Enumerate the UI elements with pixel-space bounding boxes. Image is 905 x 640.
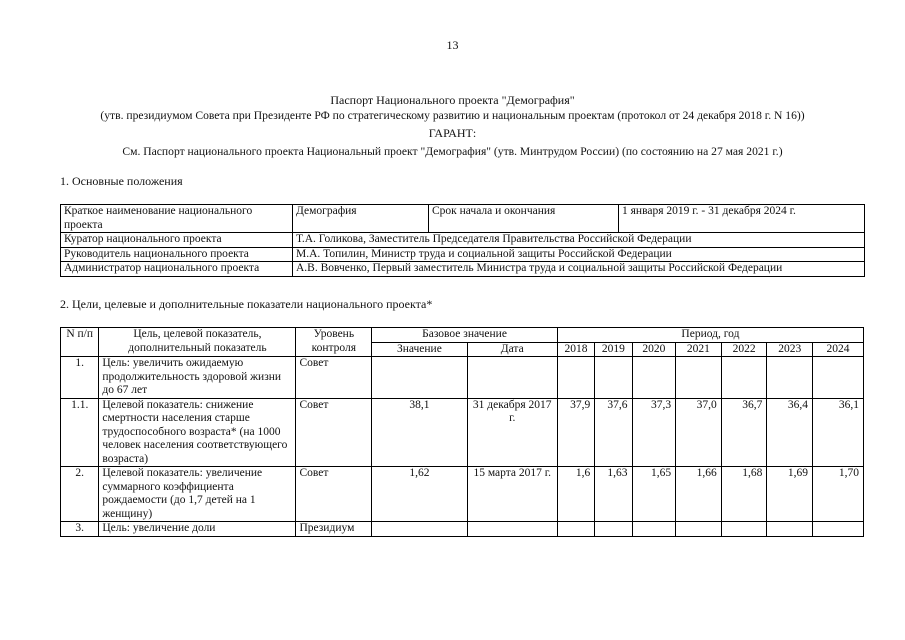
row-year-value xyxy=(813,522,864,537)
col-year-header: 2018 xyxy=(557,342,594,357)
row-base-date xyxy=(467,357,557,399)
row-year-value xyxy=(676,357,722,399)
col-year-header: 2024 xyxy=(813,342,864,357)
table-row xyxy=(61,522,864,537)
row-base-value: 38,1 xyxy=(372,398,467,467)
col-year-header: 2023 xyxy=(767,342,813,357)
curator-value: Т.А. Голикова, Заместитель Председателя Правительства Российской Федерации xyxy=(293,233,865,248)
row-year-value xyxy=(557,357,594,399)
col-period-header: Период, год xyxy=(557,328,863,343)
col-num-header: N п/п xyxy=(61,328,99,357)
col-year-header: 2019 xyxy=(595,342,632,357)
head-value: М.А. Топилин, Министр труда и социальной защиты Российской Федерации xyxy=(293,247,865,262)
administrator-label: Администратор национального проекта xyxy=(61,262,293,277)
row-year-value: 37,6 xyxy=(595,398,632,467)
row-base-value: 1,62 xyxy=(372,467,467,522)
row-num: 1. xyxy=(61,357,99,399)
table-row xyxy=(61,357,864,399)
row-year-value xyxy=(721,357,767,399)
table-row xyxy=(61,205,865,233)
table-row xyxy=(61,398,864,467)
row-year-value xyxy=(767,357,813,399)
col-year-header: 2021 xyxy=(676,342,722,357)
row-base-value xyxy=(372,522,467,537)
col-year-header: 2022 xyxy=(721,342,767,357)
row-year-value xyxy=(632,357,676,399)
table-row xyxy=(61,467,864,522)
row-year-value xyxy=(632,522,676,537)
row-year-value xyxy=(557,522,594,537)
row-base-value xyxy=(372,357,467,399)
row-year-value: 37,0 xyxy=(676,398,722,467)
approval-note: (утв. президиумом Совета при Президенте РФ по стратегическому развитию и национальным проектам (протокол от 24 декабря 2018 г. N 16)) xyxy=(100,109,805,122)
administrator-value: А.В. Вовченко, Первый заместитель Министра труда и социальной защиты Российской Федерации xyxy=(293,262,865,277)
row-year-value: 1,68 xyxy=(721,467,767,522)
row-level: Совет xyxy=(296,398,372,467)
row-goal: Целевой показатель: увеличение суммарного коэффициента рождаемости (до 1,7 детей на 1 женщину) xyxy=(99,467,296,522)
row-year-value: 1,6 xyxy=(557,467,594,522)
col-base-date-header: Дата xyxy=(467,342,557,357)
row-base-date xyxy=(467,522,557,537)
page-number: 13 xyxy=(446,38,459,52)
col-year-header: 2020 xyxy=(632,342,676,357)
row-num: 1.1. xyxy=(61,398,99,467)
col-level-header: Уровень контроля xyxy=(296,328,372,357)
section-2-title: 2. Цели, целевые и дополнительные показатели национального проекта* xyxy=(60,297,433,311)
row-year-value xyxy=(721,522,767,537)
short-name-label: Краткое наименование национального проекта xyxy=(61,205,293,233)
row-year-value: 1,65 xyxy=(632,467,676,522)
col-goal-header: Цель, целевой показатель, дополнительный показатель xyxy=(99,328,296,357)
header-row xyxy=(61,328,864,343)
section-1-title: 1. Основные положения xyxy=(60,174,183,188)
table-row xyxy=(61,247,865,262)
row-num: 3. xyxy=(61,522,99,537)
row-base-date: 15 марта 2017 г. xyxy=(467,467,557,522)
table-row xyxy=(61,262,865,277)
row-year-value: 37,3 xyxy=(632,398,676,467)
row-year-value: 1,70 xyxy=(813,467,864,522)
row-year-value: 36,4 xyxy=(767,398,813,467)
table-row xyxy=(61,233,865,248)
row-goal: Цель: увеличить ожидаемую продолжительность здоровой жизни до 67 лет xyxy=(99,357,296,399)
head-label: Руководитель национального проекта xyxy=(61,247,293,262)
row-year-value: 1,66 xyxy=(676,467,722,522)
row-year-value: 1,69 xyxy=(767,467,813,522)
see-also-link[interactable]: См. Паспорт национального проекта Национальный проект "Демография" (утв. Минтрудом России) (по состоянию на 27 мая 2021 г.) xyxy=(122,145,783,158)
period-label: Срок начала и окончания xyxy=(429,205,619,233)
row-year-value xyxy=(813,357,864,399)
goals-table xyxy=(60,327,864,537)
document-title: Паспорт Национального проекта "Демография" xyxy=(330,93,575,107)
row-year-value xyxy=(767,522,813,537)
row-year-value: 1,63 xyxy=(595,467,632,522)
curator-label: Куратор национального проекта xyxy=(61,233,293,248)
row-goal: Цель: увеличение доли xyxy=(99,522,296,537)
row-year-value xyxy=(595,357,632,399)
row-goal: Целевой показатель: снижение смертности населения старше трудоспособного возраста* (на 1000 человек населения соответствующего возраста) xyxy=(99,398,296,467)
row-year-value xyxy=(595,522,632,537)
row-base-date: 31 декабря 2017 г. xyxy=(467,398,557,467)
row-year-value xyxy=(676,522,722,537)
row-level: Президиум xyxy=(296,522,372,537)
row-level: Совет xyxy=(296,357,372,399)
basic-info-table xyxy=(60,204,865,277)
short-name-value: Демография xyxy=(293,205,429,233)
row-level: Совет xyxy=(296,467,372,522)
period-value: 1 января 2019 г. - 31 декабря 2024 г. xyxy=(619,205,865,233)
col-base-header: Базовое значение xyxy=(372,328,558,343)
row-year-value: 36,7 xyxy=(721,398,767,467)
row-year-value: 36,1 xyxy=(813,398,864,467)
row-num: 2. xyxy=(61,467,99,522)
garant-label: ГАРАНТ: xyxy=(428,126,477,140)
col-base-value-header: Значение xyxy=(372,342,467,357)
row-year-value: 37,9 xyxy=(557,398,594,467)
